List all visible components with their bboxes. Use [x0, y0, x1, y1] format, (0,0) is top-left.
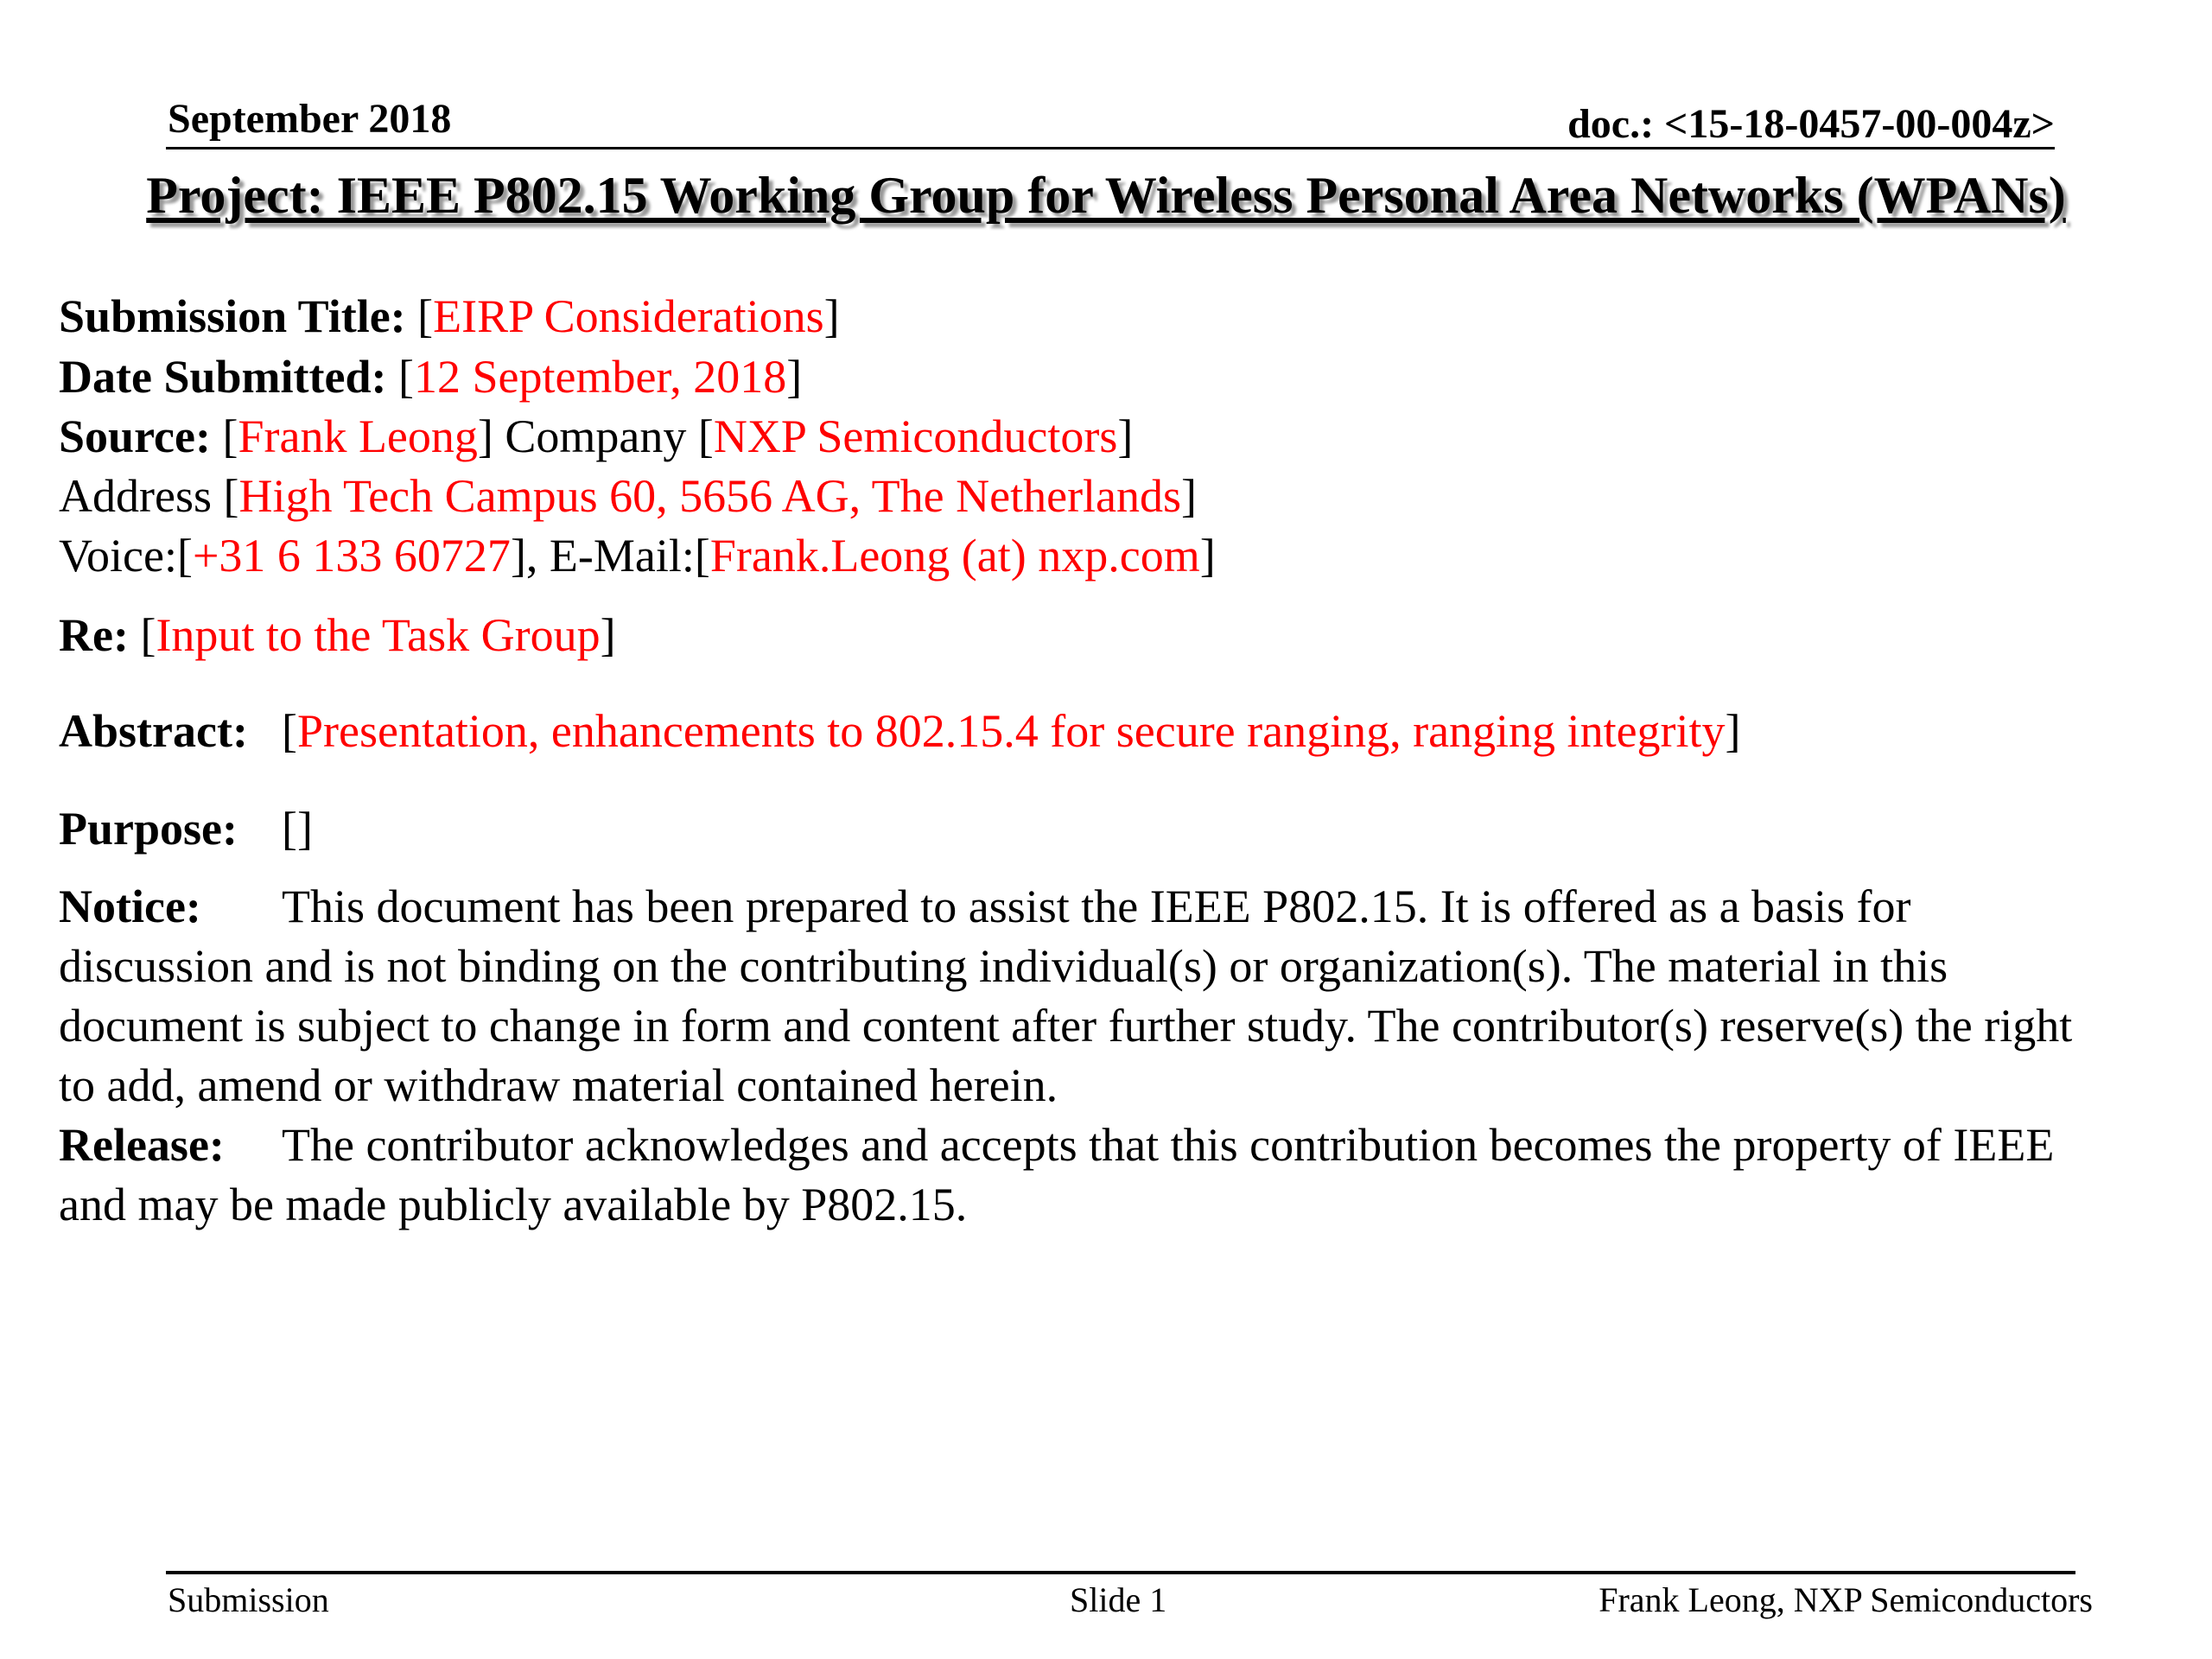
header-doc-number: doc.: <15-18-0457-00-004z>: [1567, 101, 2055, 147]
submission-title-label: Submission Title:: [59, 290, 406, 342]
re-label: Re:: [59, 609, 129, 661]
voice-value: +31 6 133 60727: [192, 530, 511, 582]
voice-email-line: Voice:[+31 6 133 60727], E-Mail:[Frank.Leong (at) nxp.com]: [59, 530, 1216, 582]
project-title: Project: IEEE P802.15 Working Group for Wireless Personal Area Networks (WPANs): [146, 167, 2066, 224]
abstract-line: Abstract: [Presentation, enhancements to 802.15.4 for secure ranging, ranging integrity]: [59, 702, 1741, 761]
notice-line-3: document is subject to change in form and content after further study. The contributor(s) reserve(s) the right: [59, 1000, 2073, 1052]
email-label: E-Mail:: [549, 530, 695, 582]
purpose-label: Purpose:: [59, 803, 238, 855]
re-value: Input to the Task Group: [156, 609, 601, 661]
submission-title-value: EIRP Considerations: [433, 290, 824, 342]
date-submitted-label: Date Submitted:: [59, 351, 387, 403]
address-value: High Tech Campus 60, 5656 AG, The Netherlands: [238, 470, 1182, 522]
date-submitted-value: 12 September, 2018: [413, 351, 787, 403]
re-line: Re: [Input to the Task Group]: [59, 609, 616, 661]
release-line-1: The contributor acknowledges and accepts that this contribution becomes the property of IEEE: [282, 1119, 2055, 1171]
address-line: Address [High Tech Campus 60, 5656 AG, The Netherlands]: [59, 470, 1198, 522]
footer-slide-number: Slide 1: [1070, 1580, 1167, 1619]
notice-paragraph: [59, 877, 2202, 1116]
abstract-label: Abstract:: [59, 705, 248, 757]
notice-line-4: to add, amend or withdraw material contained herein.: [59, 1059, 1058, 1111]
release-paragraph: [59, 1116, 2202, 1235]
purpose-line: [59, 799, 313, 859]
voice-label: Voice:: [59, 530, 177, 582]
source-name: Frank Leong: [238, 410, 478, 462]
company-label: Company: [505, 410, 687, 462]
footer-submission: Submission: [168, 1580, 329, 1619]
submission-title-line: Submission Title: [EIRP Considerations]: [59, 290, 840, 342]
source-label: Source:: [59, 410, 211, 462]
header-divider: [166, 147, 2055, 149]
release-label: Release:: [59, 1119, 225, 1171]
notice-label: Notice:: [59, 880, 201, 932]
email-value: Frank.Leong (at) nxp.com: [709, 530, 1200, 582]
purpose-value: []: [282, 803, 313, 855]
header-date: September 2018: [168, 96, 452, 142]
address-label: Address: [59, 470, 212, 522]
notice-line-2: discussion and is not binding on the contributing individual(s) or organization(s). The material in this: [59, 940, 1948, 992]
notice-line-1: This document has been prepared to assist the IEEE P802.15. It is offered as a basis for: [282, 880, 1911, 932]
source-line: Source: [Frank Leong] Company [NXP Semiconductors]: [59, 410, 1134, 462]
abstract-value: Presentation, enhancements to 802.15.4 for secure ranging, ranging integrity: [296, 705, 1726, 757]
company-value: NXP Semiconductors: [713, 410, 1118, 462]
footer-author: Frank Leong, NXP Semiconductors: [1599, 1580, 2093, 1619]
date-submitted-line: Date Submitted: [12 September, 2018]: [59, 351, 803, 403]
release-line-2: and may be made publicly available by P802.15.: [59, 1179, 968, 1230]
footer-divider: [166, 1571, 2075, 1574]
